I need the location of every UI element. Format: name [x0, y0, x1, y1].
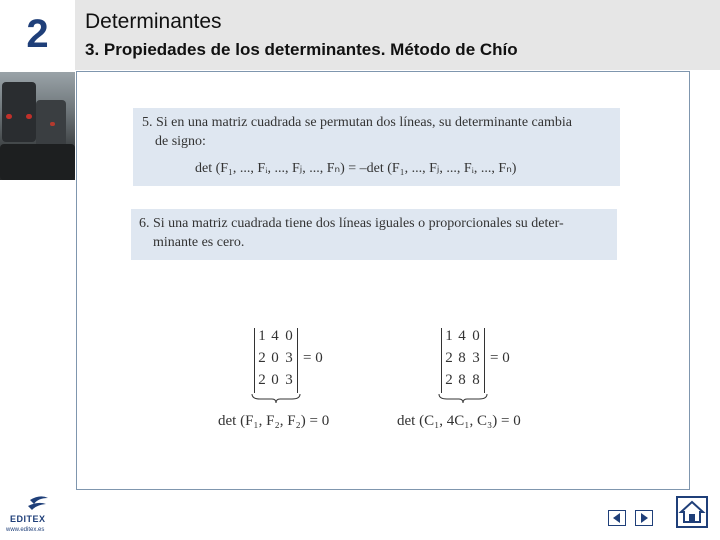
home-icon [678, 498, 706, 526]
example-right-determinant [437, 328, 547, 398]
example-left-caption: det (F₁, F₂, F₂) = 0 [218, 413, 330, 429]
matrix-cell: 1 [445, 328, 453, 344]
matrix-cell: 1 [258, 328, 266, 344]
matrix-cell: 8 [458, 372, 466, 388]
matrix-cell: 2 [258, 372, 266, 388]
prev-slide-button[interactable] [608, 510, 626, 526]
underbrace-icon [437, 392, 489, 404]
chapter-number: 2 [26, 12, 49, 56]
property-5-box [133, 108, 620, 186]
prev-arrow-icon [609, 511, 625, 525]
matrix-cell: 4 [458, 328, 466, 344]
equals-zero: = 0 [490, 350, 510, 366]
matrix-cell: 2 [258, 350, 266, 366]
next-slide-button[interactable] [635, 510, 653, 526]
property-5-formula: det (F₁, ..., Fᵢ, ..., Fⱼ, ..., Fₙ) = –det (F₁, ..., Fⱼ, ..., Fᵢ, ..., Fₙ) [195, 161, 517, 176]
example-left-determinant [250, 328, 360, 398]
matrix-cell: 0 [472, 328, 480, 344]
property-6-text-cont: minante es cero. [153, 235, 245, 250]
property-6-text: 6. Si una matriz cuadrada tiene dos líneas iguales o proporcionales su deter- [139, 216, 564, 231]
matrix-cell: 8 [458, 350, 466, 366]
matrix-cell: 4 [271, 328, 279, 344]
matrix-cell: 8 [472, 372, 480, 388]
page-subtitle: 3. Propiedades de los determinantes. Método de Chío [85, 40, 518, 59]
matrix-cell: 2 [445, 350, 453, 366]
matrix-cell: 0 [285, 328, 293, 344]
matrix-cell: 0 [271, 372, 279, 388]
equals-zero: = 0 [303, 350, 323, 366]
page-title: Determinantes [85, 10, 222, 33]
matrix-cell: 2 [445, 372, 453, 388]
logo-text: EDITEX [10, 514, 46, 524]
matrix-cell: 0 [271, 350, 279, 366]
logo-url: www.editex.es [6, 527, 45, 533]
matrix-cell: 3 [285, 372, 293, 388]
traffic-photo [0, 72, 75, 180]
underbrace-icon [250, 392, 302, 404]
property-5-text: 5. Si en una matriz cuadrada se permutan dos líneas, su determinante cambia [142, 115, 572, 130]
example-right-caption: det (C₁, 4C₁, C₃) = 0 [397, 413, 521, 429]
next-arrow-icon [636, 511, 652, 525]
left-sidebar [0, 0, 75, 540]
property-6-box [131, 209, 617, 260]
matrix-cell: 3 [285, 350, 293, 366]
property-5-text-cont: de signo: [155, 134, 206, 149]
home-button[interactable] [676, 496, 708, 528]
matrix-cell: 3 [472, 350, 480, 366]
